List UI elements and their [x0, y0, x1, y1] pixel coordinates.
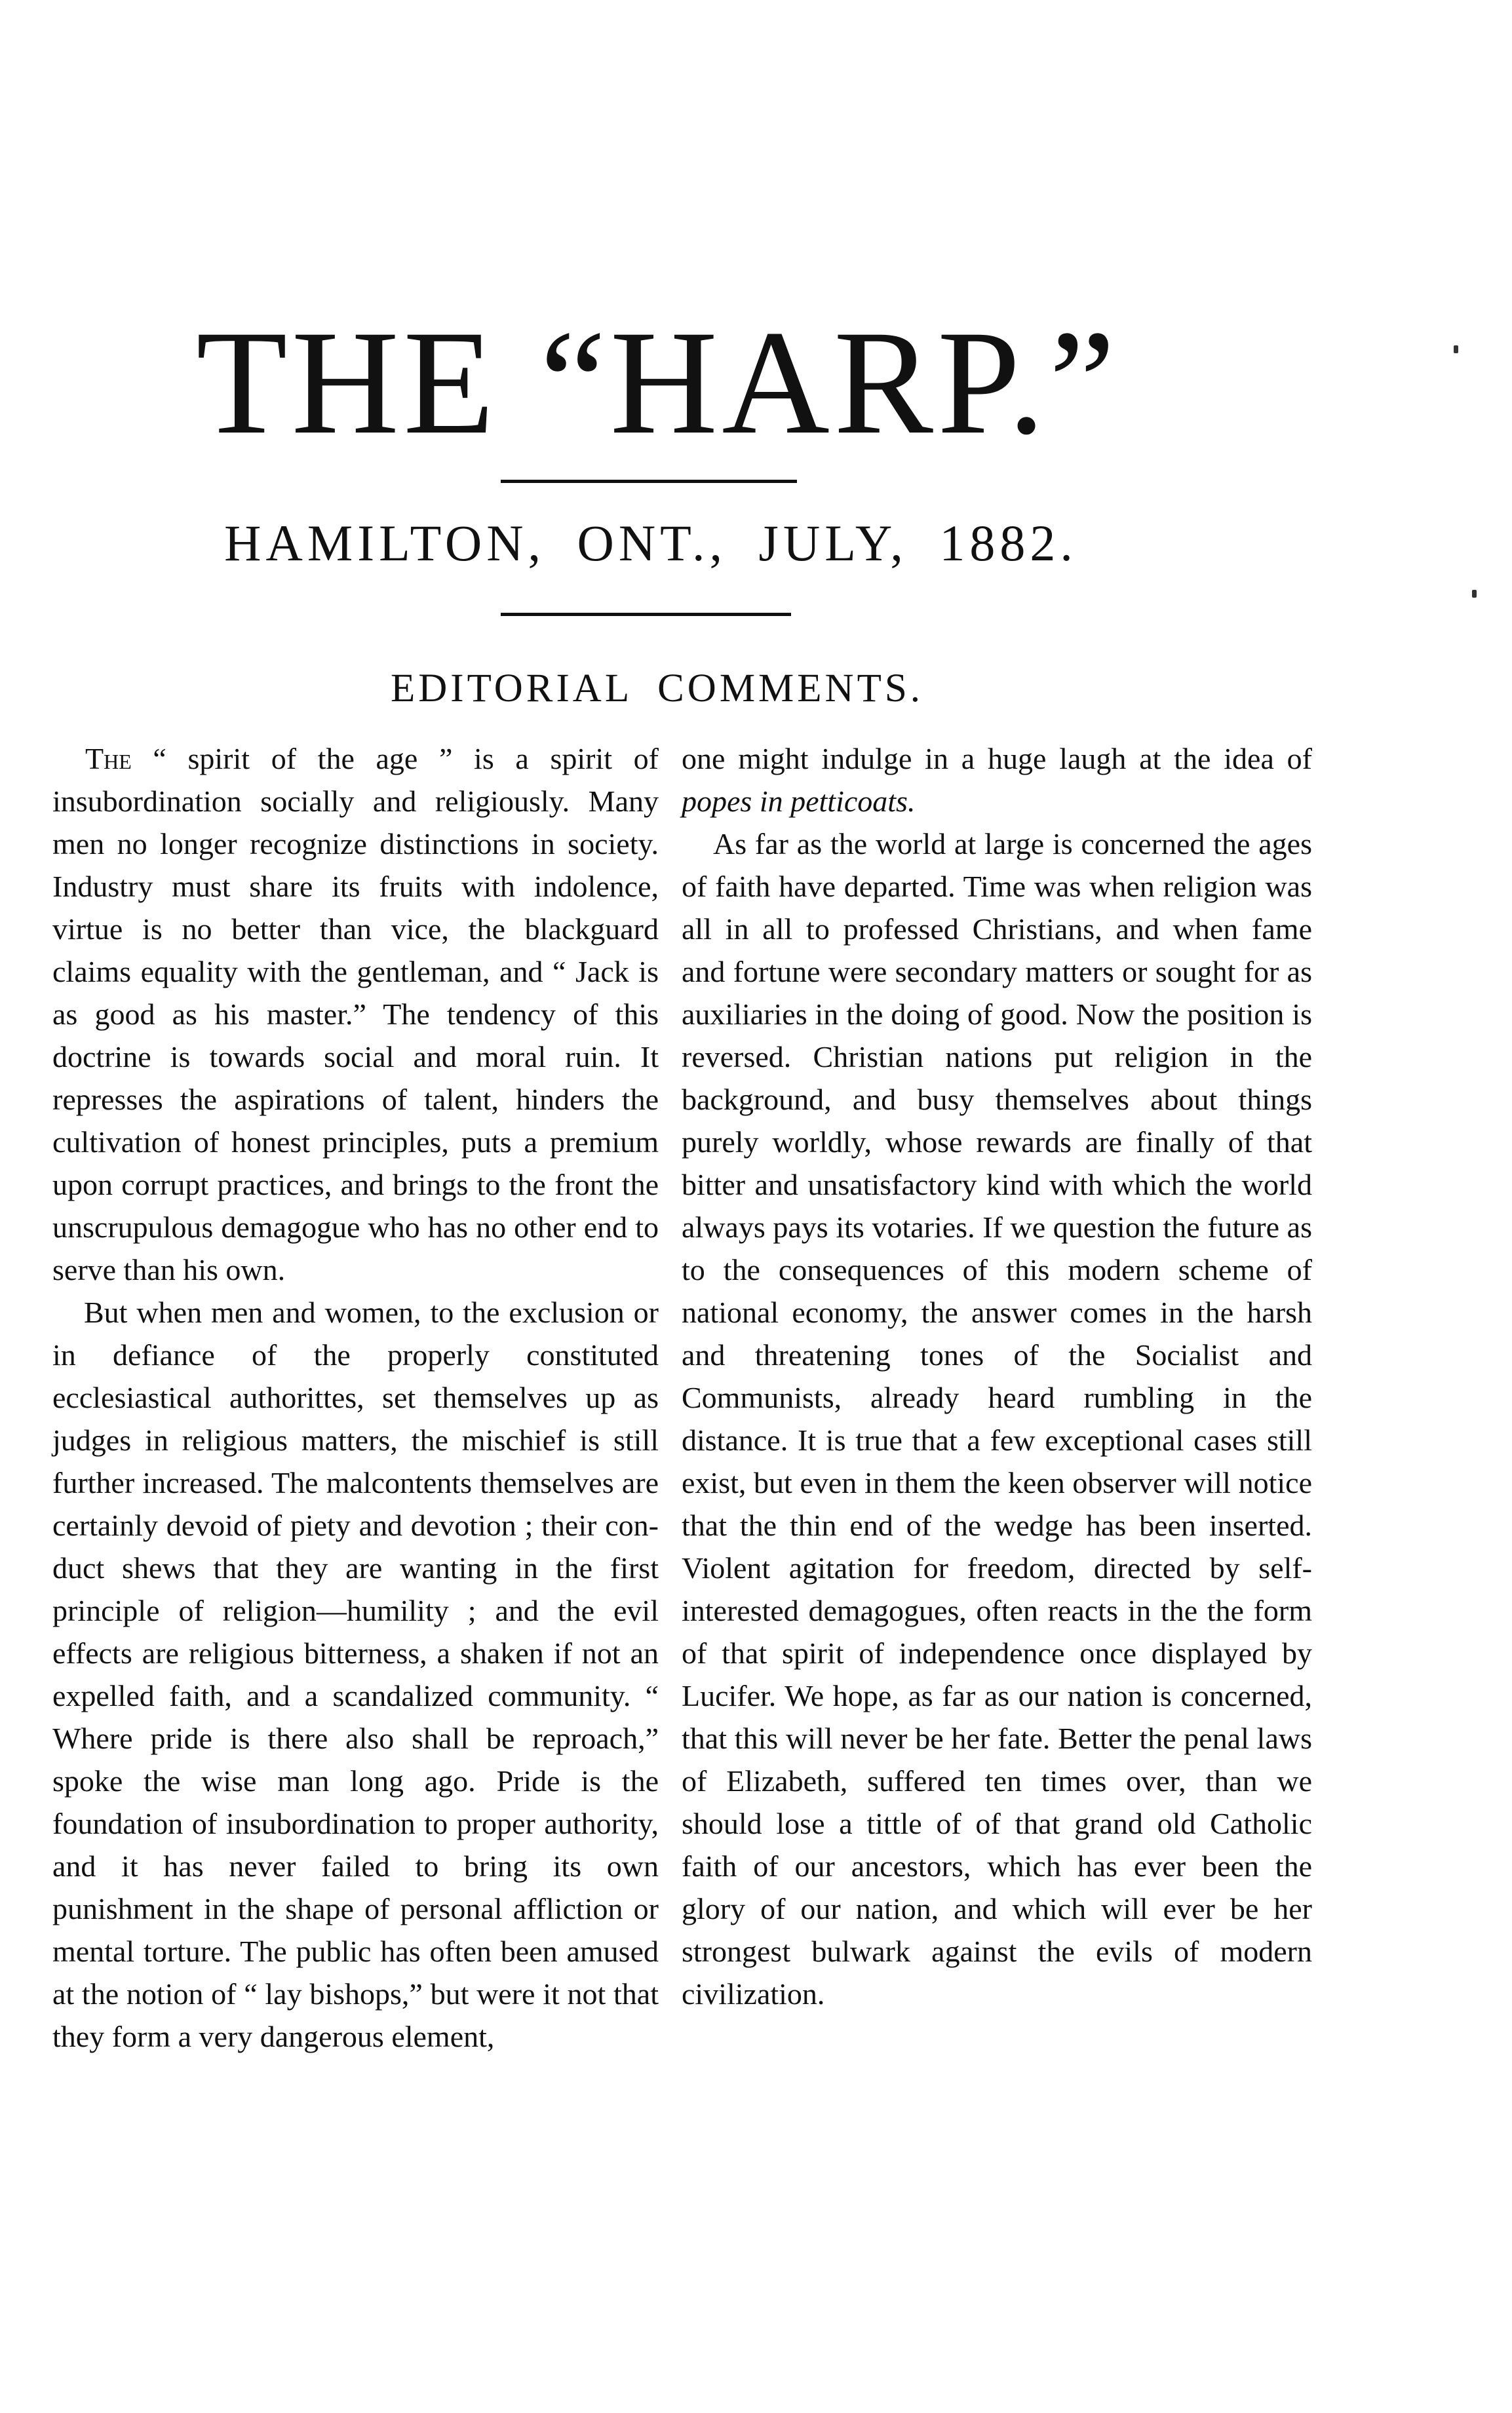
masthead-divider: [501, 480, 797, 483]
right-paragraph-2: As far as the world at large is concerned the ages of faith have departed. Time was when religion was all in all to professed Christians, and when fame and fortune were secondary matters or sought for as auxiliaries in the doing of good. Now the position is reversed. Christian nations put religion in the background, and busy themselves about things purely worldly, whose rewards are finally of that bitter and unsatisfactory kind with which the world always pays its votaries. If we question the future as to the consequences of this modern scheme of national economy, the answer comes in the harsh and threatening tones of the Socialist and Communists, already heard rumbling in the distance. It is true that a few exceptional cases still exist, but even in them the keen observer will notice that the thin end of the wedge has been inserted. Violent agitation for freedom, directed by self-interested demagogues, often reacts in the the form of that spirit of independence once displayed by Lucifer. We hope, as far as our nation is concerned, that this will never be her fate. Better the penal laws of Elizabeth, suffered ten times over, than we should lose a tittle of of that grand old Catholic faith of our ancestors, which has ever been the glory of our nation, and which will ever be her strongest bulwark against the evils of modern civilization.: [682, 827, 1312, 2011]
right-column: [682, 737, 1312, 2015]
left-paragraph-2: But when men and women, to the exclusion or in defiance of the properly constituted ecclesiastical authorittes, set themselves up as judges in religious matters, the mischief is still further increased. The malcontents themselves are certainly devoid of piety and devotion ; their conduct shews that they are wanting in the first principle of religion—humility ; and the evil effects are religious bitterness, a shaken if not an expelled faith, and a scandalized community. “ Where pride is there also shall be reproach,” spoke the wise man long ago. Pride is the foundation of insubordination to proper authority, and it has never failed to bring its own punishment in the shape of personal affliction or mental torture. The public has often been amused at the notion of “ lay bishops,” but were it not that they form a very dangerous element,: [52, 1296, 659, 2053]
print-speck: [1454, 345, 1458, 353]
dateline: HAMILTON, ONT., JULY, 1882.: [224, 514, 1077, 571]
right-paragraph-1-body: one might indulge in a huge laugh at the idea of: [682, 742, 1312, 775]
print-speck: [1472, 590, 1477, 598]
paragraph-lead-word: The: [85, 742, 132, 775]
right-paragraph-1: [682, 737, 1312, 822]
left-paragraph-1-body: “ spirit of the age ” is a spirit of insubordination socially and religiously. Many men no longer recognize distinctions in society. Industry must share its fruits with indolence, virtue is no better than vice, the blackguard claims equality with the gentleman, and “ Jack is as good as his master.” The tendency of this doctrine is towards social and moral ruin. It represses the aspirations of talent, hinders the cultivation of honest principles, puts a premium upon corrupt practices, and brings to the front the unscrupulous demagogue who has no other end to serve than his own.: [52, 742, 659, 1286]
right-paragraph-1-italic: popes in petticoats.: [682, 784, 916, 818]
left-column: [52, 737, 659, 2058]
masthead-title: THE “HARP.”: [196, 300, 1119, 465]
section-title: EDITORIAL COMMENTS.: [390, 666, 924, 710]
dateline-divider: [501, 613, 791, 616]
left-paragraph-1: [52, 737, 659, 1291]
